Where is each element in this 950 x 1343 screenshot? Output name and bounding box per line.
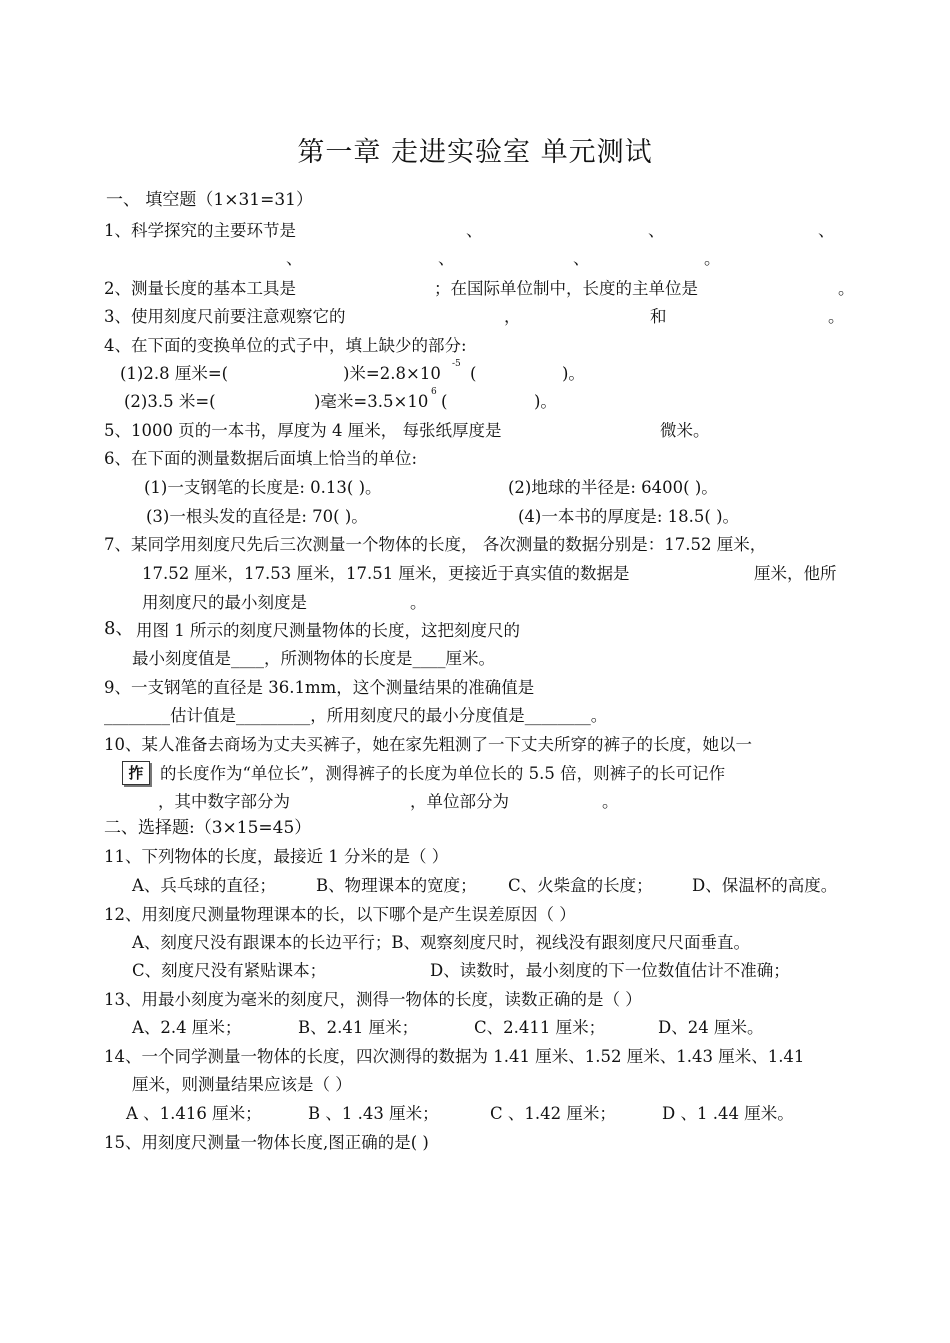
q9-line-1: 9、一支钢笔的直径是 36.1mm，这个测量结果的准确值是: [104, 678, 535, 697]
q4-part1-c: (: [470, 364, 477, 383]
q12-option-d: D、读数时，最小刻度的下一位数值估计不准确；: [430, 961, 790, 980]
q2-end: 。: [838, 279, 855, 298]
section-fill-heading: 一、 填空题（1×31=31）: [106, 190, 313, 210]
q12-text: 12、用刻度尺测量物理课本的长，以下哪个是产生误差原因（ ）: [104, 905, 576, 924]
q4-part1-exponent: -5: [452, 359, 461, 369]
q4-part2-exponent: 6: [431, 387, 437, 397]
q15-text: 15、用刻度尺测量一物体长度,图正确的是( ): [104, 1133, 429, 1152]
q13-option-b: B、2.41 厘米；: [298, 1018, 419, 1037]
q11-option-b: B、物理课本的宽度；: [316, 876, 477, 895]
q7-line-3: 用刻度尺的最小刻度是: [142, 593, 307, 612]
q14-line-2: 厘米，则测量结果应该是（ ）: [132, 1075, 352, 1094]
q14-option-a: A 、1.416 厘米；: [126, 1104, 262, 1123]
q11-option-c: C、火柴盒的长度；: [508, 876, 653, 895]
q13-text: 13、用最小刻度为毫米的刻度尺，测得一物体的长度，读数正确的是（ ）: [104, 990, 642, 1009]
q2-text: 2、测量长度的基本工具是: [104, 279, 296, 298]
q4-part2-d: )。: [534, 392, 557, 411]
q6-item-4: (4)一本书的厚度是: 18.5( )。: [518, 507, 740, 526]
q1-sep: 、: [818, 221, 835, 240]
q6-item-2: (2)地球的半径是: 6400( )。: [508, 478, 718, 497]
q6-item-1: (1)一支钢笔的长度是: 0.13( )。: [144, 478, 382, 497]
q5-text: 5、1000 页的一本书，厚度为 4 厘米， 每张纸厚度是: [104, 421, 502, 440]
q10-line-2: 的长度作为“单位长”，测得裤子的长度为单位长的 5.5 倍，则裤子的长可记作: [160, 764, 726, 783]
q6-text: 6、在下面的测量数据后面填上恰当的单位:: [104, 449, 418, 468]
q7-line-2: 17.52 厘米，17.53 厘米，17.51 厘米，更接近于真实值的数据是: [142, 564, 630, 583]
zha-unit-box: 拃: [122, 761, 150, 785]
q3-and: 和: [650, 307, 667, 326]
q1-sep: 、: [286, 249, 303, 268]
q2-text-b: ；在国际单位制中，长度的主单位是: [434, 279, 698, 298]
q4-part1-b: )米=2.8×10: [343, 364, 441, 383]
q11-text: 11、下列物体的长度，最接近 1 分米的是（ ）: [104, 847, 449, 866]
q11-option-a: A、兵乓球的直径；: [132, 876, 276, 895]
q7-line-2-end: 厘米，他所: [754, 564, 837, 583]
q1-sep: 。: [704, 249, 721, 268]
q1-sep: 、: [466, 221, 483, 240]
q9-line-2: ________估计值是_________，所用刻度尺的最小分度值是________。: [104, 706, 608, 725]
q6-item-3: (3)一根头发的直径是: 70( )。: [146, 507, 368, 526]
q12-options-ab: A、刻度尺没有跟课本的长边平行；B、观察刻度尺时，视线没有跟刻度尺尺面垂直。: [132, 933, 751, 952]
q7-line-1: 7、某同学用刻度尺先后三次测量一个物体的长度， 各次测量的数据分别是：17.52 厘米，: [104, 535, 767, 554]
q13-option-a: A、2.4 厘米；: [132, 1018, 242, 1037]
q4-part2-a: (2)3.5 米=(: [124, 392, 216, 411]
q14-line-1: 14、一个同学测量一物体的长度，四次测得的数据为 1.41 厘米、1.52 厘米、1.43 厘米、1.41: [104, 1047, 805, 1066]
q14-option-c: C 、1.42 厘米；: [490, 1104, 616, 1123]
q3-sep: ，: [504, 307, 521, 326]
q12-option-c: C、刻度尺没有紧贴课本；: [132, 961, 327, 980]
q7-line-3-end: 。: [410, 593, 427, 612]
q10-line-3-c: 。: [602, 792, 619, 811]
page-title: 第一章 走进实验室 单元测试: [297, 137, 653, 168]
q10-unit-symbol: [122, 760, 150, 785]
q4-part1-d: )。: [562, 364, 585, 383]
q4-part2-b: )毫米=3.5×10: [314, 392, 429, 411]
q10-line-1: 10、某人准备去商场为丈夫买裤子，她在家先粗测了一下丈夫所穿的裤子的长度，她以一: [104, 735, 752, 754]
q10-line-3-a: ，其中数字部分为: [158, 792, 290, 811]
q14-option-d: D 、1 .44 厘米。: [662, 1104, 794, 1123]
q1-sep: 、: [648, 221, 665, 240]
q4-part1-a: (1)2.8 厘米=(: [120, 364, 229, 383]
q5-unit: 微米。: [660, 421, 710, 440]
q3-end: 。: [828, 307, 845, 326]
q13-option-c: C、2.411 厘米；: [474, 1018, 606, 1037]
q3-text: 3、使用刻度尺前要注意观察它的: [104, 307, 346, 326]
section-choice-heading: 二、选择题:（3×15=45）: [104, 818, 312, 838]
q8-number: 8、: [104, 618, 134, 639]
q8-line-1: 用图 1 所示的刻度尺测量物体的长度，这把刻度尺的: [136, 621, 520, 640]
q8-line-2: 最小刻度值是____，所测物体的长度是____厘米。: [132, 649, 495, 668]
q14-option-b: B 、1 .43 厘米；: [308, 1104, 439, 1123]
q1-sep: 、: [573, 249, 590, 268]
q1-sep: 、: [438, 249, 455, 268]
q1-text: 1、科学探究的主要环节是: [104, 221, 296, 240]
q13-option-d: D、24 厘米。: [658, 1018, 764, 1037]
q11-option-d: D、保温杯的高度。: [692, 876, 838, 895]
q4-part2-c: (: [441, 392, 448, 411]
q4-text: 4、在下面的变换单位的式子中，填上缺少的部分:: [104, 336, 467, 355]
q10-line-3-b: ，单位部分为: [410, 792, 509, 811]
